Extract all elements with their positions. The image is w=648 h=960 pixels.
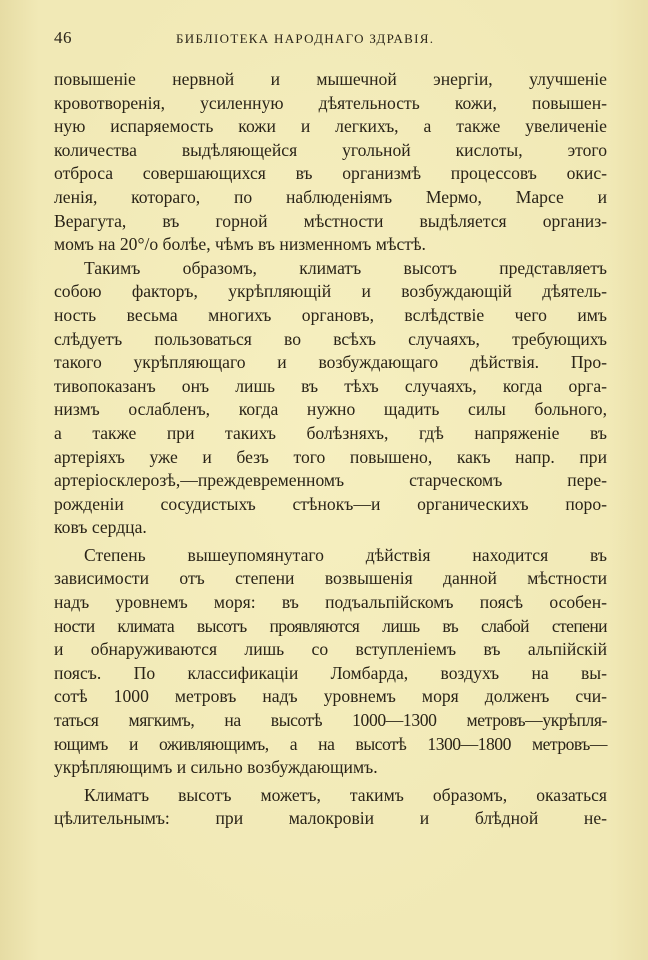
- body-text: [54, 68, 607, 831]
- text-line: Такимъ образомъ, климатъ высотъ представляетъ: [84, 257, 607, 278]
- text-line: а также при такихъ болѣзняхъ, гдѣ напряженiе въ: [54, 422, 607, 443]
- text-line: Климатъ высотъ можетъ, такимъ образомъ, оказаться: [84, 784, 607, 805]
- text-line: ющимъ и оживляющимъ, а на высотѣ 1300—1800 метровъ—: [54, 733, 607, 754]
- text-line: надъ уровнемъ моря: въ подъальпiйскомъ поясѣ особен-: [54, 592, 607, 613]
- text-line: зависимости отъ степени возвышенiя данной мѣстности: [54, 568, 607, 589]
- page-header: [54, 28, 614, 52]
- text-line: ковъ сердца.: [54, 517, 147, 538]
- text-line: ность весьма многихъ органовъ, вслѣдствiе чего имъ: [54, 304, 607, 325]
- text-line: ленiя, котораго, по наблюденiямъ Мермо, Марсе и: [54, 186, 607, 207]
- text-line: отброса совершающихся въ организмѣ процессовъ окис-: [54, 163, 607, 184]
- text-line: тивопоказанъ онъ лишь въ тѣхъ случаяхъ, когда орга-: [54, 375, 607, 396]
- text-line: количества выдѣляющейся угольной кислоты, этого: [54, 139, 607, 160]
- text-line: повышенiе нервной и мышечной энергiи, улучшенiе: [54, 69, 607, 89]
- text-line: цѣлительнымъ: при малокровiи и блѣдной не-: [54, 808, 607, 829]
- text-line: сотѣ 1000 метровъ надъ уровнемъ моря долженъ счи-: [54, 686, 607, 707]
- text-line: укрѣпляющимъ и сильно возбуждающимъ.: [54, 757, 378, 778]
- text-line: собою факторъ, укрѣпляющiй и возбуждающiй дѣятель-: [54, 281, 607, 302]
- text-line: Степень вышеупомянутаго дѣйствiя находится въ: [84, 544, 607, 565]
- paragraph: [54, 257, 607, 540]
- text-line: момъ на 20°/о болѣе, чѣмъ въ низменномъ мѣстѣ.: [54, 234, 426, 255]
- text-line: кровотворенiя, усиленную дѣятельность кожи, повышен-: [54, 92, 607, 113]
- text-line: такого укрѣпляющаго и возбуждающаго дѣйствiя. Про-: [54, 352, 607, 373]
- text-line: рожденiи сосудистыхъ стѣнокъ—и органическихъ поро-: [54, 493, 607, 514]
- text-line: артерiосклерозѣ,—преждевременномъ старческомъ пере-: [54, 470, 607, 491]
- paragraph: [54, 544, 607, 780]
- text-line: ную испаряемость кожи и легкихъ, а также увеличенiе: [54, 116, 607, 137]
- text-line: слѣдуетъ пользоваться во всѣхъ случаяхъ, требующихъ: [54, 328, 607, 349]
- text-line: Верагута, въ горной мѣстности выдѣляется организ-: [54, 210, 607, 231]
- text-line: таться мягкимъ, на высотѣ 1000—1300 метровъ—укрѣпля-: [54, 710, 607, 731]
- text-line: и обнаруживаются лишь со вступленiемъ въ альпiйскiй: [54, 639, 607, 660]
- text-line: артерiяхъ уже и безъ того повышено, какъ напр. при: [54, 446, 607, 467]
- text-line: поясъ. По классификацiи Ломбарда, воздухъ на вы-: [54, 662, 607, 683]
- paragraph: [54, 784, 607, 831]
- running-title: БИБЛIОТЕКА НАРОДНАГО ЗДРАВIЯ.: [176, 31, 435, 46]
- text-line: ности климата высотъ проявляются лишь въ слабой степени: [54, 615, 607, 636]
- page-number: 46: [54, 28, 72, 47]
- text-line: низмъ ослабленъ, когда нужно щадить силы больного,: [54, 399, 607, 420]
- paragraph: [54, 68, 607, 257]
